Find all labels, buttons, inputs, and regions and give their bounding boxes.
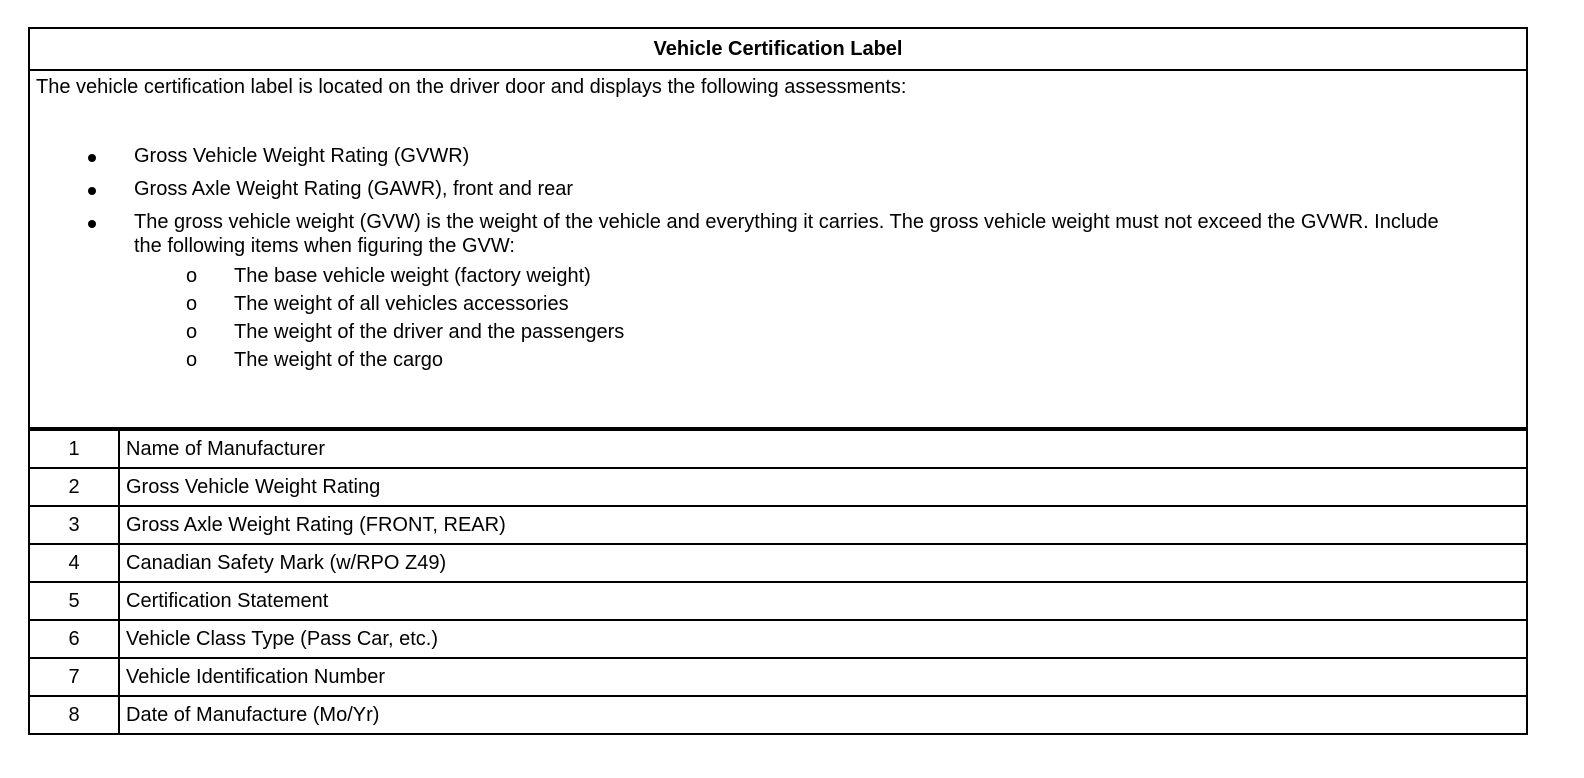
item-number: 2 [29,468,119,506]
gvw-item-text: The base vehicle weight (factory weight) [234,265,591,287]
intro-text: The vehicle certification label is located on the driver door and displays the following assessments: [36,76,907,98]
circle-bullet-icon: o [186,265,198,287]
title-row [29,28,1527,70]
gvw-item-text: The weight of the cargo [234,349,444,371]
bullet-icon [88,220,96,228]
gvw-item-text: The weight of all vehicles accessories [234,293,569,315]
table-row [29,696,1527,734]
gvw-item-text: The weight of the driver and the passengers [234,321,625,343]
circle-bullet-icon: o [186,349,198,371]
assessment-text: Gross Axle Weight Rating (GAWR), front and rear [134,178,574,200]
table-row [29,658,1527,696]
assessment-text: Gross Vehicle Weight Rating (GVWR) [134,145,470,167]
item-number: 6 [29,620,119,658]
item-number: 4 [29,544,119,582]
gvw-items-list [134,262,1466,374]
item-label: Vehicle Class Type (Pass Car, etc.) [119,620,1527,658]
gvw-item [134,262,1466,290]
table-row [29,620,1527,658]
item-label: Canadian Safety Mark (w/RPO Z49) [119,544,1527,582]
table-row [29,544,1527,582]
circle-bullet-icon: o [186,293,198,315]
item-number: 8 [29,696,119,734]
item-number: 3 [29,506,119,544]
bullet-icon [88,154,96,162]
item-label: Date of Manufacture (Mo/Yr) [119,696,1527,734]
item-label: Name of Manufacturer [119,429,1527,468]
table-row [29,468,1527,506]
item-number: 7 [29,658,119,696]
item-number: 1 [29,429,119,468]
certification-label-table [28,27,1528,735]
gvw-item [134,290,1466,318]
assessment-item [30,210,1526,374]
gvw-item [134,318,1466,346]
bullet-icon [88,187,96,195]
description-row [29,70,1527,429]
circle-bullet-icon: o [186,321,198,343]
item-label: Gross Vehicle Weight Rating [119,468,1527,506]
table-title: Vehicle Certification Label [29,28,1527,70]
assessment-item [30,177,1526,201]
item-label: Gross Axle Weight Rating (FRONT, REAR) [119,506,1527,544]
table-row [29,582,1527,620]
table-row [29,506,1527,544]
item-number: 5 [29,582,119,620]
assessment-text: The gross vehicle weight (GVW) is the weight of the vehicle and everything it carries. The gross vehicle weight must not exceed the GVWR. Include the following items when figuring the GVW: [134,211,1439,257]
item-label: Certification Statement [119,582,1527,620]
item-label: Vehicle Identification Number [119,658,1527,696]
assessment-item [30,144,1526,168]
gvw-item [134,346,1466,374]
description-cell [29,70,1527,429]
assessment-list [30,144,1526,374]
table-row [29,429,1527,468]
